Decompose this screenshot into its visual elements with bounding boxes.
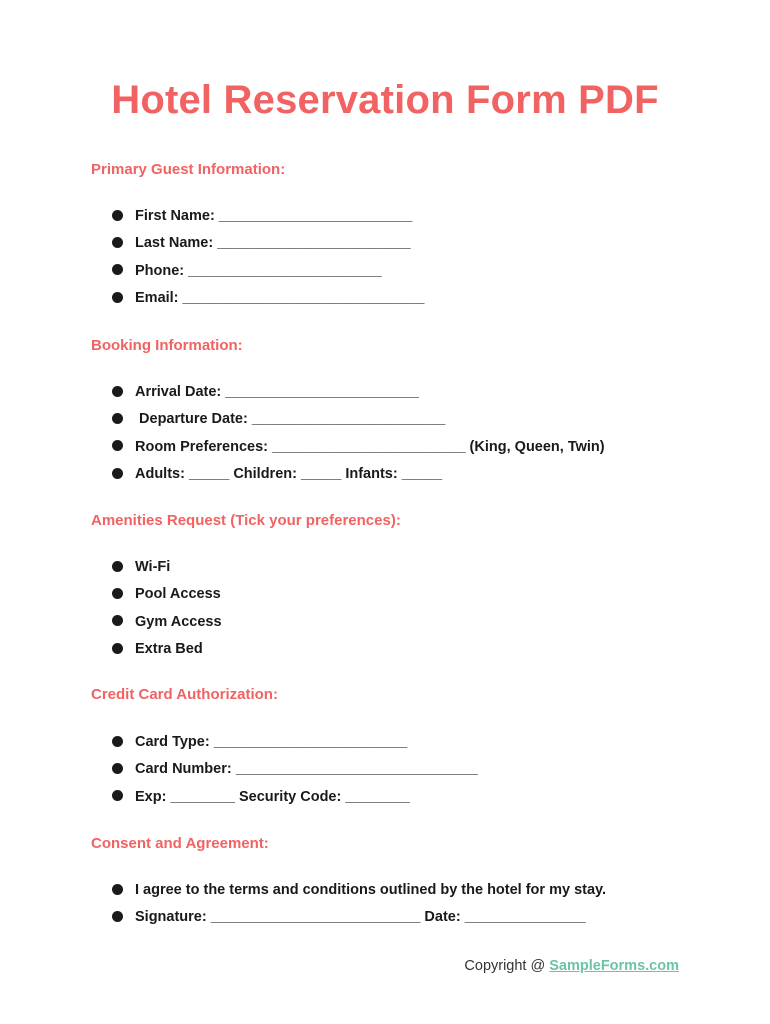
- bullet-icon: [112, 884, 123, 895]
- bullet-icon: [112, 643, 123, 654]
- bullet-icon: [112, 237, 123, 248]
- list-item: [112, 612, 222, 639]
- bullet-icon: [112, 588, 123, 599]
- field-email: Email: ______________________________: [135, 289, 425, 306]
- bullet-icon: [112, 292, 123, 303]
- consent-statement: I agree to the terms and conditions outlined by the hotel for my stay.: [135, 882, 607, 898]
- list-item: [112, 732, 478, 759]
- list-item: [112, 759, 478, 786]
- bullet-icon: [112, 736, 123, 747]
- bullet-icon: [112, 790, 123, 801]
- field-departure-date: Departure Date: ________________________: [135, 411, 446, 428]
- list-item: [112, 261, 424, 288]
- field-last-name: Last Name: ________________________: [135, 235, 411, 252]
- amenity-wifi: Wi-Fi: [135, 559, 171, 575]
- bullet-icon: [112, 210, 123, 221]
- copyright-text: Copyright @: [464, 958, 550, 974]
- list-item: [112, 409, 605, 436]
- list-item: [112, 584, 222, 611]
- list-item: [112, 557, 222, 584]
- field-first-name: First Name: ________________________: [135, 208, 413, 224]
- bullet-icon: [112, 615, 123, 626]
- field-phone: Phone: ________________________: [135, 262, 382, 279]
- consent-list: [112, 880, 606, 935]
- sampleforms-link[interactable]: SampleForms.com: [549, 958, 679, 974]
- field-card-number: Card Number: ______________________________: [135, 761, 478, 778]
- amenity-pool-access: Pool Access: [135, 586, 221, 603]
- field-signature-date: Signature: __________________________ Date: _______________: [135, 909, 586, 926]
- amenity-extra-bed: Extra Bed: [135, 640, 203, 657]
- field-guest-counts: Adults: _____ Children: _____ Infants: _____: [135, 465, 443, 482]
- field-arrival-date: Arrival Date: ________________________: [135, 384, 419, 400]
- bullet-icon: [112, 561, 123, 572]
- bullet-icon: [112, 763, 123, 774]
- section-heading-primary-guest: Primary Guest Information:: [91, 161, 286, 178]
- bullet-icon: [112, 264, 123, 275]
- list-item: [112, 437, 605, 464]
- field-exp-security-code: Exp: ________ Security Code: ________: [135, 788, 410, 805]
- copyright-footer: [464, 958, 679, 974]
- section-heading-booking: Booking Information:: [91, 337, 243, 354]
- primary-guest-list: [112, 206, 424, 315]
- list-item: [112, 787, 478, 814]
- list-item: [112, 464, 605, 491]
- list-item: [112, 907, 606, 934]
- section-heading-consent: Consent and Agreement:: [91, 835, 269, 852]
- bullet-icon: [112, 468, 123, 479]
- section-heading-credit-card: Credit Card Authorization:: [91, 686, 278, 703]
- credit-card-list: [112, 732, 478, 814]
- field-card-type: Card Type: ________________________: [135, 734, 408, 750]
- list-item: [112, 382, 605, 409]
- list-item: [112, 288, 424, 315]
- list-item: [112, 233, 424, 260]
- bullet-icon: [112, 413, 123, 424]
- bullet-icon: [112, 440, 123, 451]
- amenity-gym-access: Gym Access: [135, 613, 222, 630]
- section-heading-amenities: Amenities Request (Tick your preferences):: [91, 512, 401, 529]
- field-room-preferences: Room Preferences: ________________________ (King, Queen, Twin): [135, 438, 605, 455]
- bullet-icon: [112, 911, 123, 922]
- bullet-icon: [112, 386, 123, 397]
- amenities-list: [112, 557, 222, 666]
- list-item: [112, 206, 424, 233]
- booking-list: [112, 382, 605, 491]
- list-item: [112, 639, 222, 666]
- list-item: [112, 880, 606, 907]
- page-title: Hotel Reservation Form PDF: [111, 78, 659, 122]
